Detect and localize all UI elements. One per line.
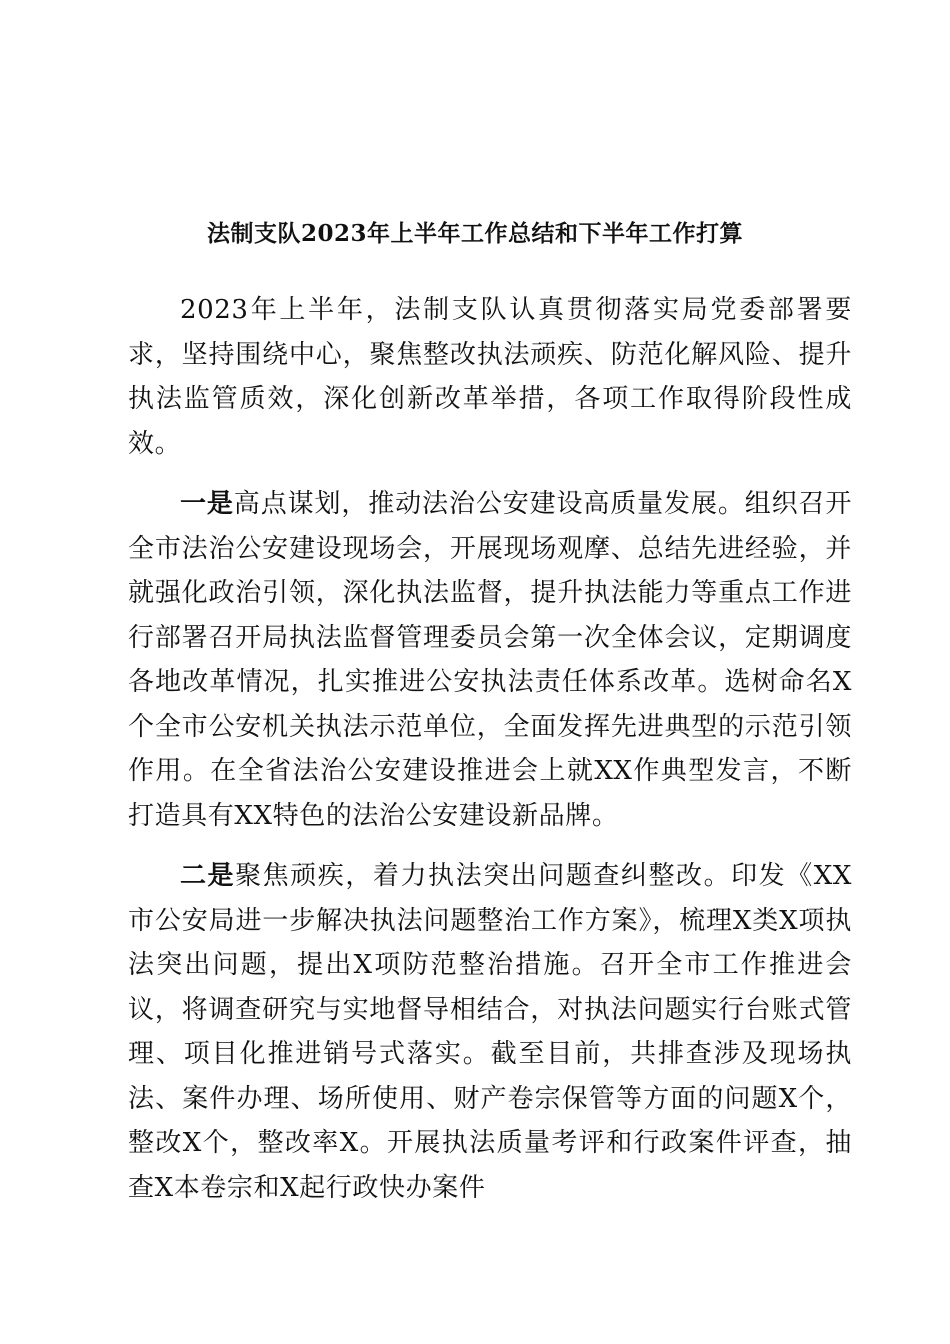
document-body [128, 288, 852, 1226]
paragraph-text: 2023年上半年，法制支队认真贯彻落实局党委部署要求，坚持围绕中心，聚焦整改执法顽疾、防范化解风险、提升执法监管质效，深化创新改革举措，各项工作取得阶段性成效。 [128, 295, 852, 459]
intro-paragraph [128, 288, 852, 466]
point-two-paragraph [128, 854, 852, 1210]
paragraph-text: 聚焦顽疾，着力执法突出问题查纠整改。印发《XX市公安局进一步解决执法问题整治工作方案》，梳理X类X项执法突出问题，提出X项防范整治措施。召开全市工作推进会议，将调查研究与实地督导相结合，对执法问题实行台账式管理、项目化推进销号式落实。截至目前，共排查涉及现场执法、案件办理、场所使用、财产卷宗保管等方面的问题X个，整改X个，整改率X。开展执法质量考评和行政案件评查，抽查X本卷宗和X起行政快办案件 [128, 861, 853, 1203]
point-one-paragraph [128, 482, 852, 838]
document-title: 法制支队2023年上半年工作总结和下半年工作打算 [206, 220, 743, 247]
paragraph-lead: 二是 [180, 861, 236, 891]
paragraph-lead: 一是 [180, 489, 234, 519]
paragraph-text: 高点谋划，推动法治公安建设高质量发展。组织召开全市法治公安建设现场会，开展现场观摩、总结先进经验，并就强化政治引领，深化执法监督，提升执法能力等重点工作进行部署召开局执法监督管理委员会第一次全体会议，定期调度各地改革情况，扎实推进公安执法责任体系改革。选树命名X个全市公安机关执法示范单位，全面发挥先进典型的示范引领作用。在全省法治公安建设推进会上就XX作典型发言，不断打造具有XX特色的法治公安建设新品牌。 [128, 489, 852, 831]
